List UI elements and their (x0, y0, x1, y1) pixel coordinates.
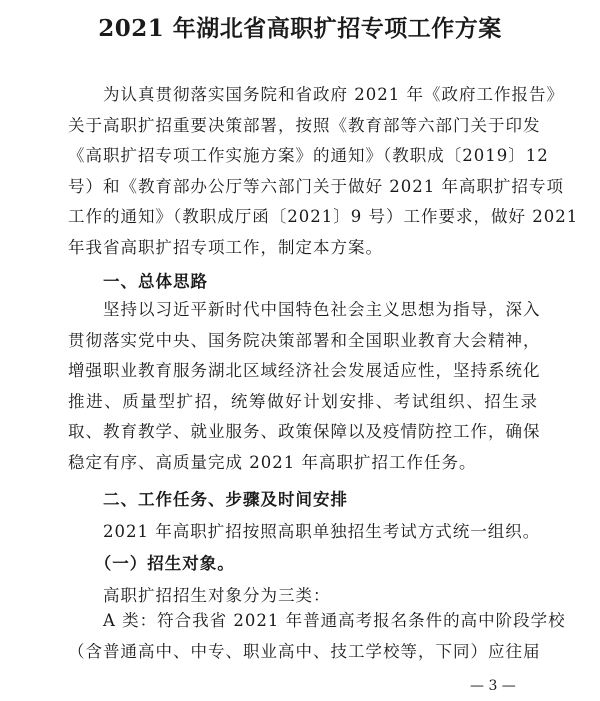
text-line: 稳定有序、高质量完成 2021 年高职扩招工作任务。 (68, 452, 477, 472)
text-line: 坚持以习近平新时代中国特色社会主义思想为指导，深入 (68, 300, 541, 319)
subsection-heading-enrollment-targets: （一）招生对象。 (68, 554, 235, 573)
text-line: 增强职业教育服务湖北区域经济社会发展适应性，坚持系统化 (68, 361, 541, 380)
text-line: 号）和《教育部办公厅等六部门关于做好 2021 年高职扩招专项 (68, 176, 564, 196)
enrollment-targets-paragraph: 高职扩招招生对象分为三类： (68, 586, 331, 605)
text-line: （含普通高中、中专、职业高中、技工学校等，下同）应往届 (68, 641, 541, 661)
text-line: 年我省高职扩招专项工作，制定本方案。 (68, 237, 383, 257)
text-line: 《高职扩招专项工作实施方案》的通知》（教职成〔2019〕12 (68, 146, 549, 165)
text-line: 推进、质量型扩招，统筹做好计划安排、考试组织、招生录 (68, 391, 538, 411)
section-heading-overall-approach: 一、总体思路 (68, 272, 208, 291)
text-line: A 类：符合我省 2021 年普通高考报名条件的高中阶段学校 (68, 611, 566, 630)
overall-approach-paragraph (68, 295, 541, 478)
page-number: — 3 — (470, 678, 516, 694)
class-a-paragraph (68, 606, 566, 667)
text-line: 取、教育教学、就业服务、政策保障以及疫情防控工作，确保 (68, 422, 541, 441)
text-line: 关于高职扩招重要决策部署，按照《教育部等六部门关于印发 (68, 115, 541, 135)
document-title: 2021 年湖北省高职扩招专项工作方案 (98, 15, 502, 42)
intro-paragraph (68, 80, 579, 263)
text-line: 贯彻落实党中央、国务院决策部署和全国职业教育大会精神， (68, 330, 541, 350)
text-line: 为认真贯彻落实国务院和省政府 2021 年《政府工作报告》 (68, 85, 564, 104)
section-heading-tasks: 二、工作任务、步骤及时间安排 (68, 490, 348, 509)
tasks-paragraph: 2021 年高职扩招按照高职单独招生考试方式统一组织。 (68, 522, 541, 541)
text-line: 工作的通知》（教职成厅函〔2021〕9 号）工作要求，做好 2021 (68, 207, 579, 226)
